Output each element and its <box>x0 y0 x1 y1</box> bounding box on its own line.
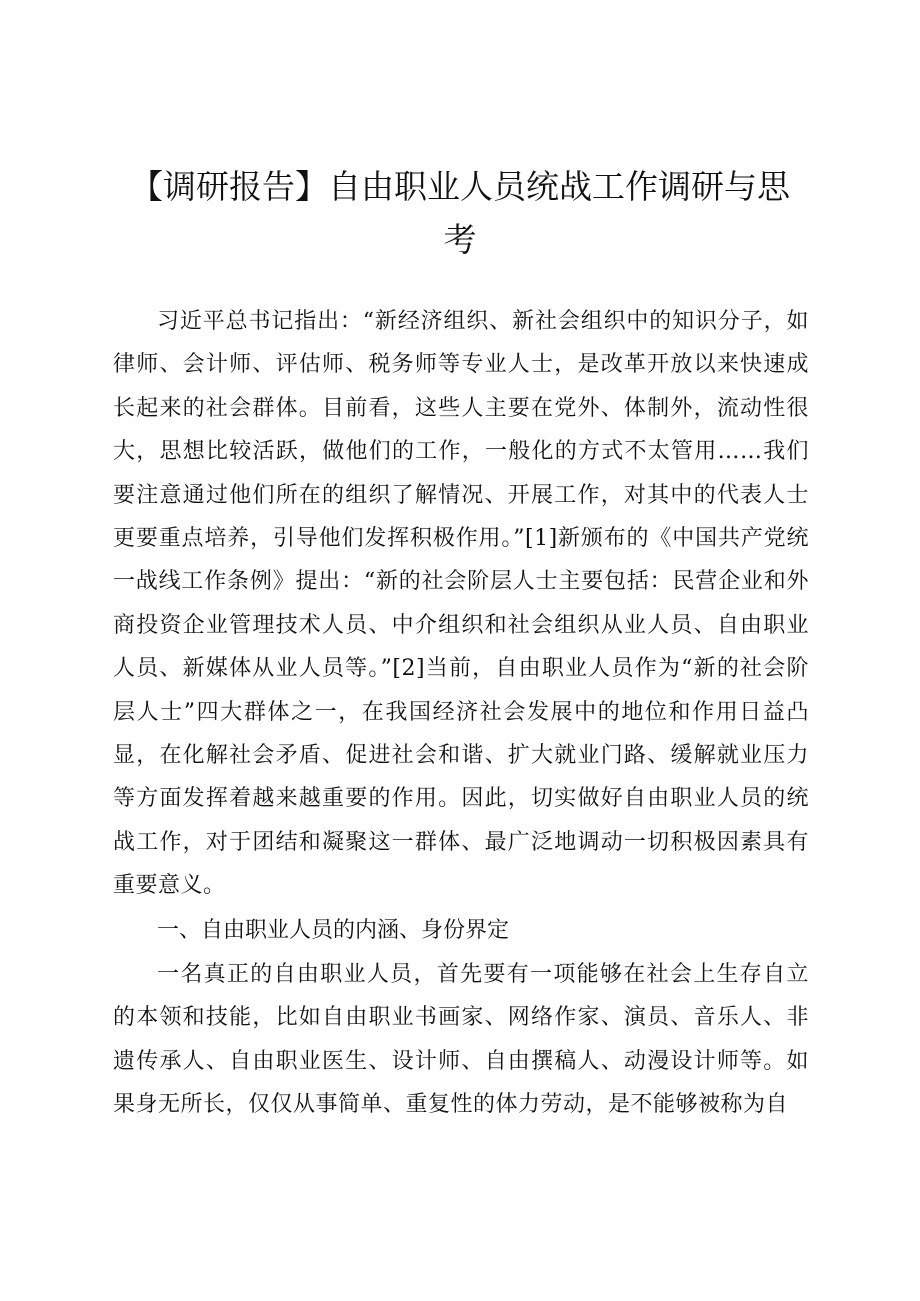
document-title-line-2: 考 <box>443 220 477 259</box>
document-title <box>100 160 820 266</box>
document-title-line-1: 【调研报告】自由职业人员统战工作调研与思 <box>130 167 790 206</box>
section-heading-1: 一、自由职业人员的内涵、身份界定 <box>157 917 510 943</box>
document-body <box>113 300 809 1126</box>
section-1-paragraph: 一名真正的自由职业人员，首先要有一项能够在社会上生存自立的本领和技能，比如自由职业书画家、网络作家、演员、音乐人、非遗传承人、自由职业医生、设计师、自由撰稿人、动漫设计师等。如果身无所长，仅仅从事简单、重复性的体力劳动，是不能够被称为自 <box>113 961 809 1117</box>
intro-paragraph: 习近平总书记指出：“新经济组织、新社会组织中的知识分子，如律师、会计师、评估师、税务师等专业人士，是改革开放以来快速成长起来的社会群体。目前看，这些人主要在党外、体制外，流动性很大，思想比较活跃，做他们的工作，一般化的方式不太管用……我们要注意通过他们所在的组织了解情况、开展工作，对其中的代表人士更要重点培养，引导他们发挥积极作用。”[1]新颁布的《中国共产党统一战线工作条例》提出：“新的社会阶层人士主要包括：民营企业和外商投资企业管理技术人员、中介组织和社会组织从业人员、自由职业人员、新媒体从业人员等。”[2]当前，自由职业人员作为“新的社会阶层人士”四大群体之一，在我国经济社会发展中的地位和作用日益凸显，在化解社会矛盾、促进社会和谐、扩大就业门路、缓解就业压力等方面发挥着越来越重要的作用。因此，切实做好自由职业人员的统战工作，对于团结和凝聚这一群体、最广泛地调动一切积极因素具有重要意义。 <box>113 309 809 899</box>
